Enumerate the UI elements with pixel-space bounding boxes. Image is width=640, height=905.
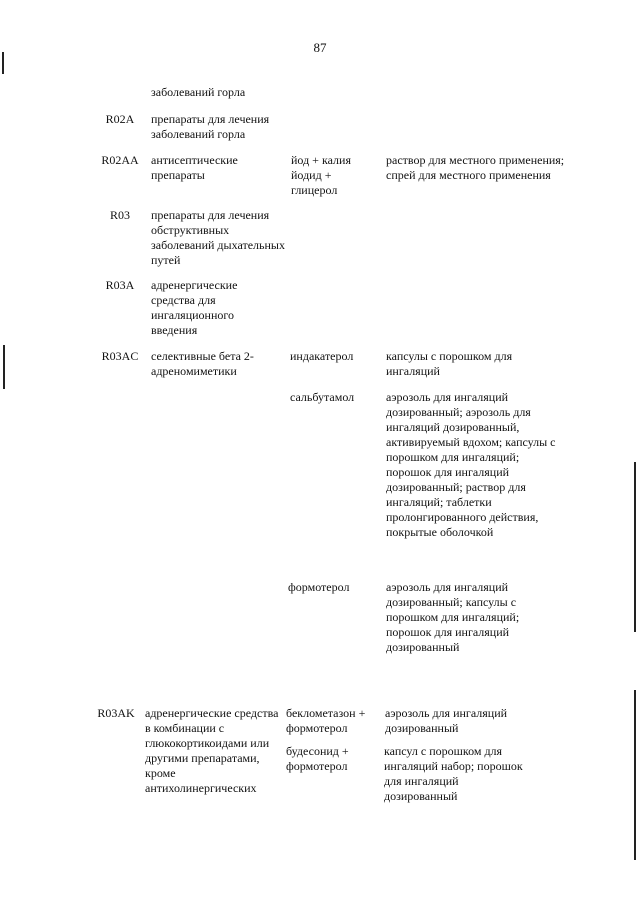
left-edge-mark bbox=[3, 345, 5, 389]
page-number: 87 bbox=[313, 40, 327, 55]
drug-name: формотерол bbox=[288, 580, 350, 594]
atc-code: R02A bbox=[105, 112, 135, 126]
right-edge-mark bbox=[634, 690, 636, 860]
drug-name: сальбутамол bbox=[290, 390, 355, 404]
group-name: адренергические средства в комбинации с глюкокортикоидами или другими препаратами, кроме антихолинергических bbox=[145, 706, 279, 795]
dosage-form: раствор для местного применения; спрей для местного применения bbox=[386, 153, 565, 182]
drug-name: индакатерол bbox=[290, 349, 354, 363]
atc-code: R03A bbox=[105, 278, 135, 292]
right-edge-mark bbox=[634, 462, 636, 632]
dosage-form: капсулы с порошком для ингаляций bbox=[386, 349, 513, 378]
drug-name: будесонид + формотерол bbox=[286, 744, 349, 773]
group-name: антисептические препараты bbox=[151, 153, 238, 182]
dosage-form: капсул с порошком для ингаляций набор; порошок для ингаляций дозированный bbox=[384, 744, 523, 803]
dosage-form: аэрозоль для ингаляций дозированный; аэрозоль для ингаляций дозированный, активируемый вдохом; капсулы с порошком для ингаляций; порошок для ингаляций дозированный; раствор для ингаляций; таблетки пролонгированного действия, покрытые оболочкой bbox=[386, 390, 556, 539]
left-edge-mark bbox=[2, 52, 4, 74]
dosage-form: аэрозоль для ингаляций дозированный bbox=[385, 706, 508, 735]
group-name: препараты для лечения обструктивных заболеваний дыхательных путей bbox=[151, 208, 285, 267]
group-name: адренергические средства для ингаляционного введения bbox=[151, 278, 238, 337]
atc-code: R02AA bbox=[101, 153, 139, 167]
atc-code: R03AC bbox=[101, 349, 139, 363]
drug-name: йод + калия йодид + глицерол bbox=[291, 153, 351, 197]
drug-name: беклометазон + формотерол bbox=[286, 706, 366, 735]
group-name: селективные бета 2-адреномиметики bbox=[151, 349, 254, 378]
group-name: заболеваний горла bbox=[151, 85, 246, 99]
atc-code: R03 bbox=[109, 208, 130, 222]
atc-code: R03AK bbox=[97, 706, 135, 720]
dosage-form: аэрозоль для ингаляций дозированный; капсулы с порошком для ингаляций; порошок для ингаляций дозированный bbox=[386, 580, 520, 654]
group-name: препараты для лечения заболеваний горла bbox=[151, 112, 270, 141]
